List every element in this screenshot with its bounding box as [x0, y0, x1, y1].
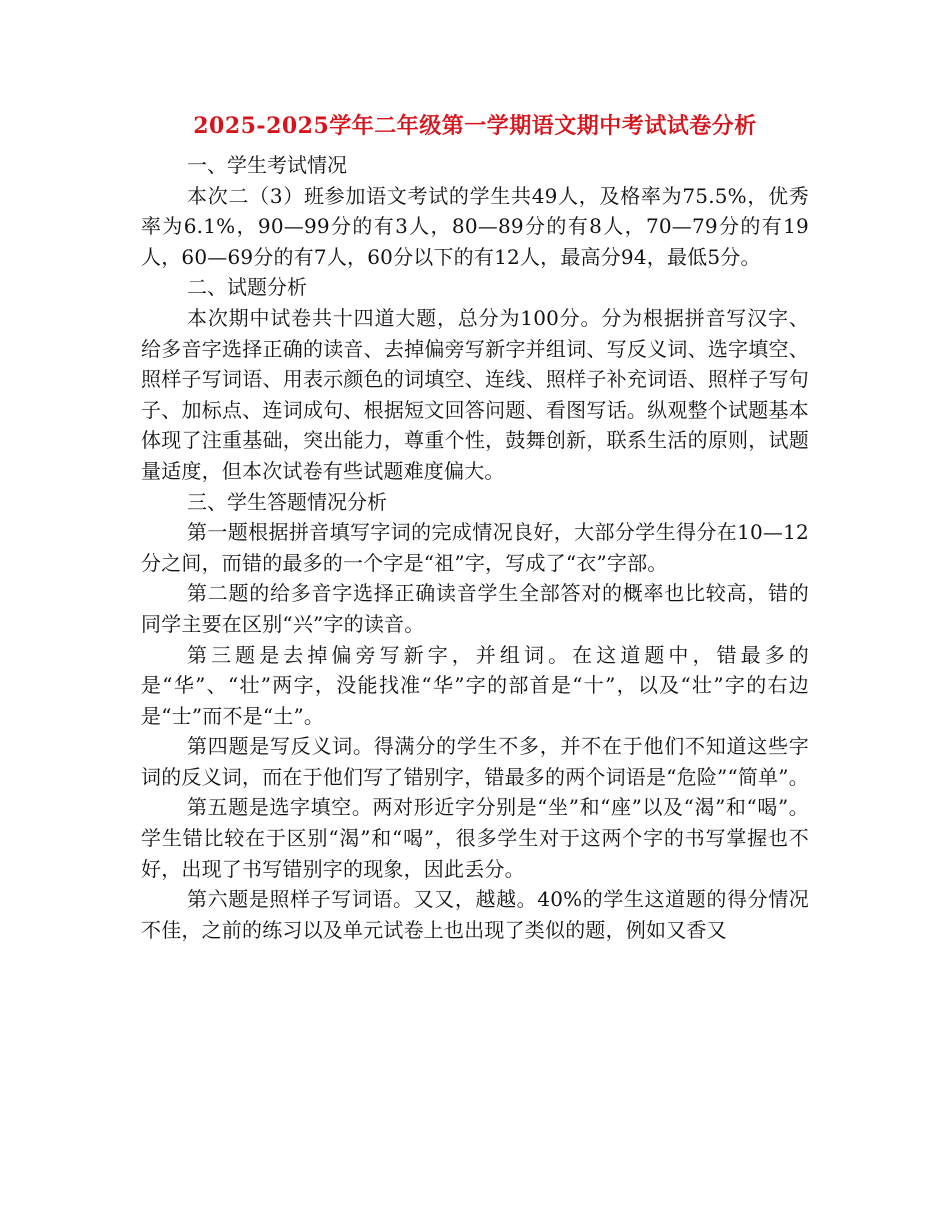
paragraph-question-2: 第二题的给多音字选择正确读音学生全部答对的概率也比较高，错的同学主要在区别“兴”字的读音。 [141, 581, 809, 636]
section-heading-question-analysis: 二、试题分析 [187, 275, 307, 300]
paragraph-question-4: 第四题是写反义词。得满分的学生不多，并不在于他们不知道这些字词的反义词，而在于他们写了错别字，错最多的两个词语是“危险”“简单”。 [141, 734, 809, 789]
paragraph-exam-statistics: 本次二（3）班参加语文考试的学生共49人，及格率为75.5%，优秀率为6.1%，90—99分的有3人，80—89分的有8人，70—79分的有19人，60—69分的有7人，60分以下的有12人，最高分94，最低5分。 [141, 183, 809, 269]
paragraph-question-3: 第三题是去掉偏旁写新字，并组词。在这道题中，错最多的是“华”、“壮”两字，没能找准“华”字的部首是“十”，以及“壮”字的右边是“士”而不是“土”。 [141, 642, 809, 728]
section-heading-answer-analysis: 三、学生答题情况分析 [187, 489, 387, 514]
paragraph-question-5: 第五题是选字填空。两对形近字分别是“坐”和“座”以及“渴”和“喝”。学生错比较在于区别“渴”和“喝”，很多学生对于这两个字的书写掌握也不好，出现了书写错别字的现象，因此丢分。 [141, 795, 809, 881]
document-page [141, 108, 809, 945]
paragraph-question-overview: 本次期中试卷共十四道大题，总分为100分。分为根据拼音写汉字、给多音字选择正确的读音、去掉偏旁写新字并组词、写反义词、选字填空、照样子写词语、用表示颜色的词填空、连线、照样子补充词语、照样子写句子、加标点、连词成句、根据短文回答问题、看图写话。纵观整个试题基本体现了注重基础，突出能力，尊重个性，鼓舞创新，联系生活的原则，试题量适度，但本次试卷有些试题难度偏大。 [141, 305, 809, 483]
section-heading-student-exam: 一、学生考试情况 [187, 153, 347, 177]
paragraph-question-1: 第一题根据拼音填写字词的完成情况良好，大部分学生得分在10—12分之间，而错的最多的一个字是“祖”字，写成了“衣”字部。 [141, 520, 809, 575]
paragraph-question-6: 第六题是照样子写词语。又又，越越。40%的学生这道题的得分情况不佳，之前的练习以及单元试卷上也出现了类似的题，例如又香又 [141, 887, 809, 942]
document-title: 2025-2025学年二年级第一学期语文期中考试试卷分析 [193, 113, 757, 139]
